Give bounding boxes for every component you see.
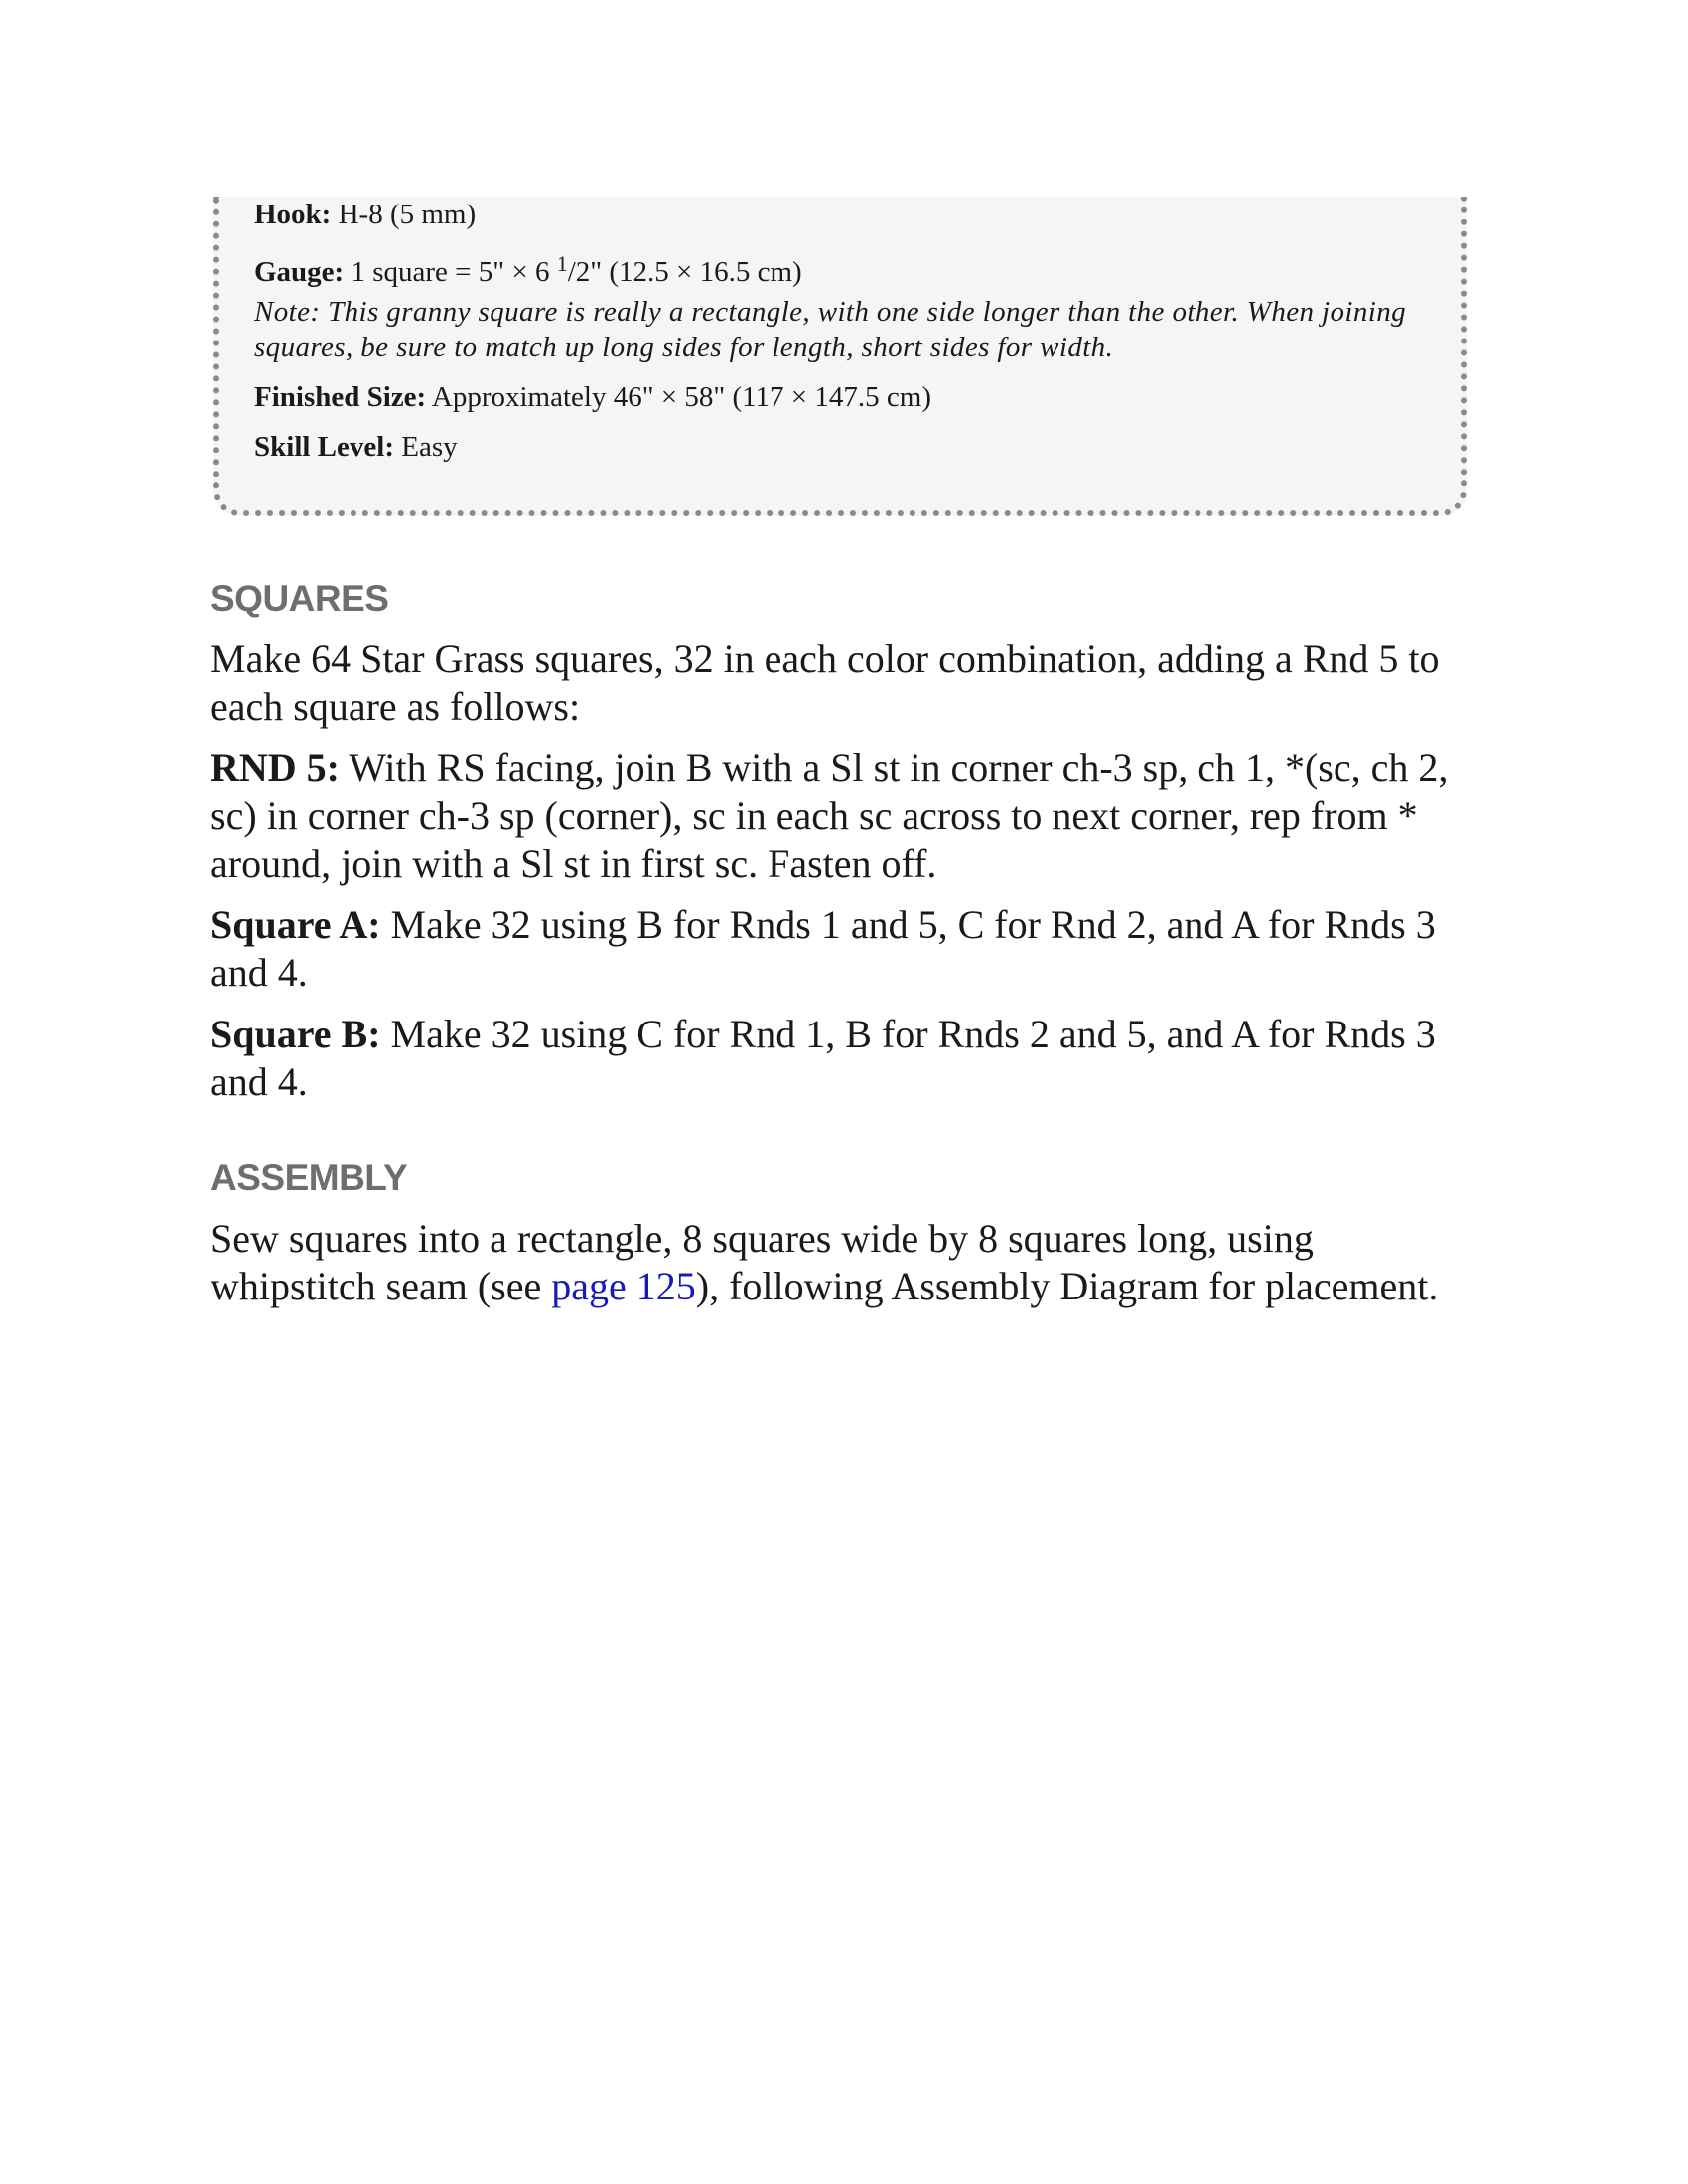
finished-size-line bbox=[254, 379, 931, 415]
square-a-label: Square A: bbox=[211, 902, 381, 947]
square-b-paragraph bbox=[211, 1011, 1481, 1106]
assembly-heading: ASSEMBLY bbox=[211, 1158, 408, 1198]
page-125-link[interactable]: page 125 bbox=[551, 1264, 696, 1308]
rnd5-paragraph bbox=[211, 745, 1481, 887]
finished-size-value: Approximately 46" × 58" (117 × 147.5 cm) bbox=[431, 381, 931, 413]
gauge-label: Gauge: bbox=[254, 256, 345, 288]
rnd5-text: With RS facing, join B with a Sl st in corner ch-3 sp, ch 1, *(sc, ch 2, sc) in corner ch-3 sp (corner), sc in each sc across to next corner, rep from * around, join with a Sl st in first sc. Fasten off. bbox=[211, 746, 1449, 886]
assembly-text-before-link: Sew squares into a rectangle, 8 squares wide by 8 squares long, using whipstitch seam (see bbox=[211, 1216, 1314, 1308]
finished-size-label: Finished Size: bbox=[254, 381, 427, 413]
note-text: Note: This granny square is really a rectangle, with one side longer than the other. When joining squares, be sure to match up long sides for length, short sides for width. bbox=[254, 296, 1407, 363]
square-a-paragraph bbox=[211, 901, 1481, 997]
gauge-line bbox=[254, 246, 802, 290]
squares-heading: SQUARES bbox=[211, 578, 389, 618]
assembly-paragraph bbox=[211, 1215, 1481, 1310]
skill-level-label: Skill Level: bbox=[254, 431, 394, 463]
square-a-text: Make 32 using B for Rnds 1 and 5, C for Rnd 2, and A for Rnds 3 and 4. bbox=[211, 902, 1436, 995]
square-b-label: Square B: bbox=[211, 1012, 381, 1056]
hook-value: H-8 (5 mm) bbox=[338, 199, 477, 230]
square-b-text: Make 32 using C for Rnd 1, B for Rnds 2 and 5, and A for Rnds 3 and 4. bbox=[211, 1012, 1436, 1104]
skill-level-line bbox=[254, 429, 458, 465]
gauge-value-b: /2" (12.5 × 16.5 cm) bbox=[567, 256, 802, 288]
gauge-value-a: 1 square = 5" × 6 bbox=[351, 256, 557, 288]
skill-level-value: Easy bbox=[401, 431, 458, 463]
gauge-value-sup: 1 bbox=[556, 251, 568, 276]
hook-label: Hook: bbox=[254, 199, 332, 230]
hook-line bbox=[254, 197, 476, 232]
assembly-text-after-link: ), following Assembly Diagram for placement. bbox=[695, 1264, 1439, 1308]
materials-info-box bbox=[213, 197, 1467, 516]
squares-intro: Make 64 Star Grass squares, 32 in each color combination, adding a Rnd 5 to each square as follows: bbox=[211, 636, 1440, 729]
rnd5-label: RND 5: bbox=[211, 746, 340, 790]
